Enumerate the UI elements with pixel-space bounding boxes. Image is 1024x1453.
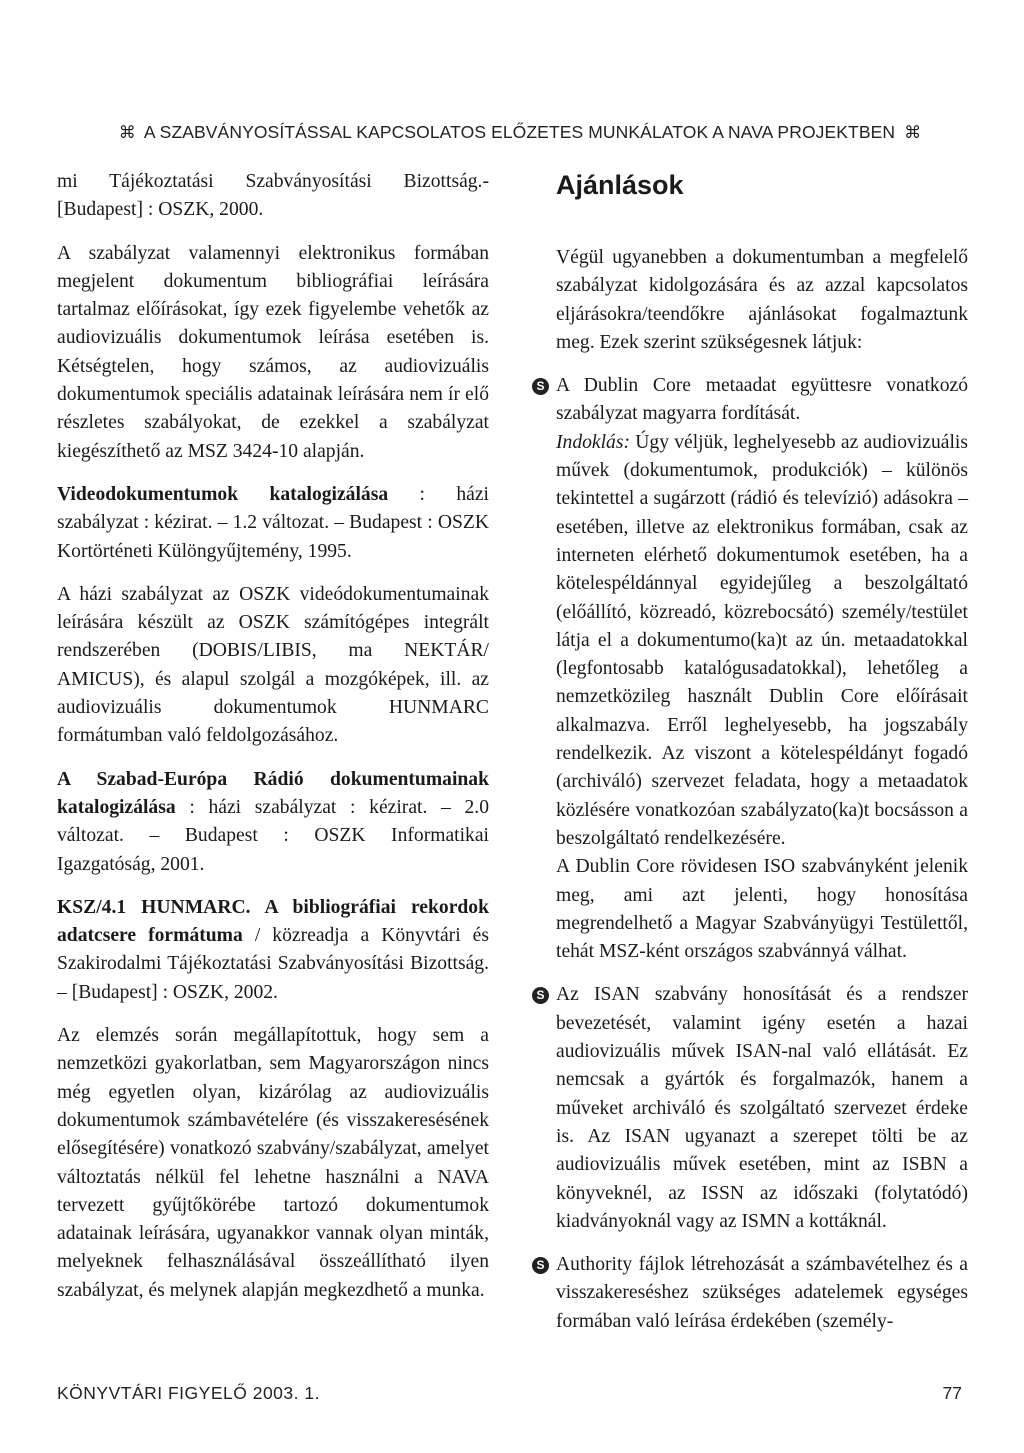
running-title: A SZABVÁNYOSÍTÁSSAL KAPCSOLATOS ELŐZETES MUNKÁLATOK A NAVA PROJEKTBEN [143,122,896,142]
reason-label: Indoklás: [556,431,631,453]
recommendation-3 [536,1251,968,1336]
recommendation-1-reason [556,429,968,853]
left-paragraph-3: A házi szabályzat az OSZK videódokumentumainak leírására készült az OSZK számítógépes integrált rendszerében (DOBIS/LIBIS, ma NEKTÁR/ AMICUS), és alapul szolgál a mozgóképek, ill. az audiovizuális dokumentumok HUNMARC formátumban való feldolgozásához. [57,583,489,747]
right-column [536,168,968,1351]
reference-videodokumentumok [57,481,489,566]
recommendation-text: Az ISAN szabvány honosítását és a rendszer bevezetését, valamint igény esetén a hazai audiovizuális művek ISAN-nal való ellátását. Ez nemcsak a gyártók és forgalmazók, hanem a műveket archiváló és szolgáltató szervezet érdeke is. Az ISAN ugyanazt a szerepet tölti be az audiovizuális művek esetében, mint az ISBN a könyveknél, az ISSN az időszaki (folytatódó) kiadványoknál vagy az ISMN a kottáknál. [556,984,968,1232]
reference-details: / közreadja a Könyvtári és Szakirodalmi Tájékoztatási Szabványosítási Bizottság. – [Budapest] : OSZK, 2002. [57,925,490,1003]
reference-szabad-europa [57,766,489,879]
recommendation-text: Authority fájlok létrehozását a számbavételhez és a visszakereséshez szükséges adatelemek egységes formában való leírása érdekében (személy- [556,1254,968,1332]
circle-s-bullet-icon: S [532,987,549,1004]
recommendation-text: A Dublin Core metaadat együttesre vonatkozó szabályzat magyarra fordítását. [556,375,968,425]
reason-text: Úgy véljük, leghelyesebb az audiovizuális művek (dokumentumok, produkciók) – különös tekintettel a sugárzott (rádió és televízió) adásokra – esetében, illetve az elektronikus formában, csak az interneten elérhető dokumentumok esetében, ha a kötelespéldánnyal egyidejűleg a beszolgáltató (előállító, közreadó, közrebocsátó) személy/testület látja el a dokumentumo(ka)t az ún. metaadatokkal (legfontosabb katalógusadatokkal), lehetőleg a nemzetközileg használt Dublin Core előírásait alkalmazva. Erről leghelyesebb, ha jogszabály rendelkezik. Az viszont a kötelespéldányt fogadó (archiváló) szervezet feladata, hogy a metaadatok közlésére vonatkozóan szabályzato(ka)t bocsásson a beszolgáltató rendelkezésére. [556,431,968,849]
running-header [90,122,950,143]
section-heading: Ajánlások [556,170,684,200]
left-column [57,168,489,1320]
ornament-icon-right: ⌘ [904,123,922,142]
circle-s-bullet-icon: S [532,1257,549,1274]
reference-details: : házi szabályzat : kézirat. – 2.0 változat. – Budapest : OSZK Informatikai Igazgatóság, 2001. [57,796,489,875]
left-paragraph-4: Az elemzés során megállapítottuk, hogy sem a nemzetközi gyakorlatban, sem Magyarországon nincs még egyetlen olyan, kizárólag az audiovizuális dokumentumok számbavételére (és visszakeresésének elősegítésére) vonatkozó szabvány/szabályzat, amelyet változtatás nélkül fel lehetne használni a NAVA tervezett gyűjtőkörébe tartozó dokumentumok adatainak leírására, ugyanakkor vannak olyan minták, melyeknek felhasználásával összeállítható ilyen szabályzat, és melynek alapján megkezdhető a munka. [57,1025,489,1301]
reference-title: Videodokumentumok katalogizálása [57,483,389,505]
circle-s-bullet-icon: S [532,378,549,395]
reference-details: : házi szabályzat : kézirat. – 1.2 változat. – Budapest : OSZK Kortörténeti Különgyűjtemény, 1995. [57,483,489,562]
recommendations-intro: Végül ugyanebben a dokumentumban a megfelelő szabályzat kidolgozására és az azzal kapcsolatos eljárásokra/teendőkre ajánlásokat fogalmaztunk meg. Ezek szerint szükségesnek látjuk: [556,247,968,353]
left-paragraph-2: A szabályzat valamennyi elektronikus formában megjelent dokumentum bibliográfiai leírására tartalmaz előírásokat, így ezek figyelembe vehetők az audiovizuális dokumentumok leírása esetében is. Kétségtelen, hogy számos, az audiovizuális dokumentumok speciális adatainak leírására nem ír elő részletes szabályokat, de ezekkel a szabályzat kiegészíthető az MSZ 3424-10 alapján. [57,242,489,462]
journal-footer: KÖNYVTÁRI FIGYELŐ 2003. 1. [57,1383,320,1403]
recommendation-1 [536,372,968,429]
ornament-icon-left: ⌘ [118,123,136,142]
reference-title: KSZ/4.1 HUNMARC. A bibliográfiai rekordok adatcsere formátuma [57,896,489,947]
recommendation-1-extra: A Dublin Core rövidesen ISO szabványként jelenik meg, ami azt jelenti, hogy honosítása megrendelhető a Magyar Szabványügyi Testülettől, tehát MSZ-ként országos szabvánnyá válhat. [556,856,968,963]
reference-hunmarc [57,894,489,1007]
reference-title: A Szabad-Európa Rádió dokumentumainak katalogizálása [57,768,489,818]
recommendation-2 [536,981,968,1236]
left-paragraph-1: mi Tájékoztatási Szabványosítási Bizottság.- [Budapest] : OSZK, 2000. [57,171,489,221]
page-number: 77 [942,1383,962,1403]
